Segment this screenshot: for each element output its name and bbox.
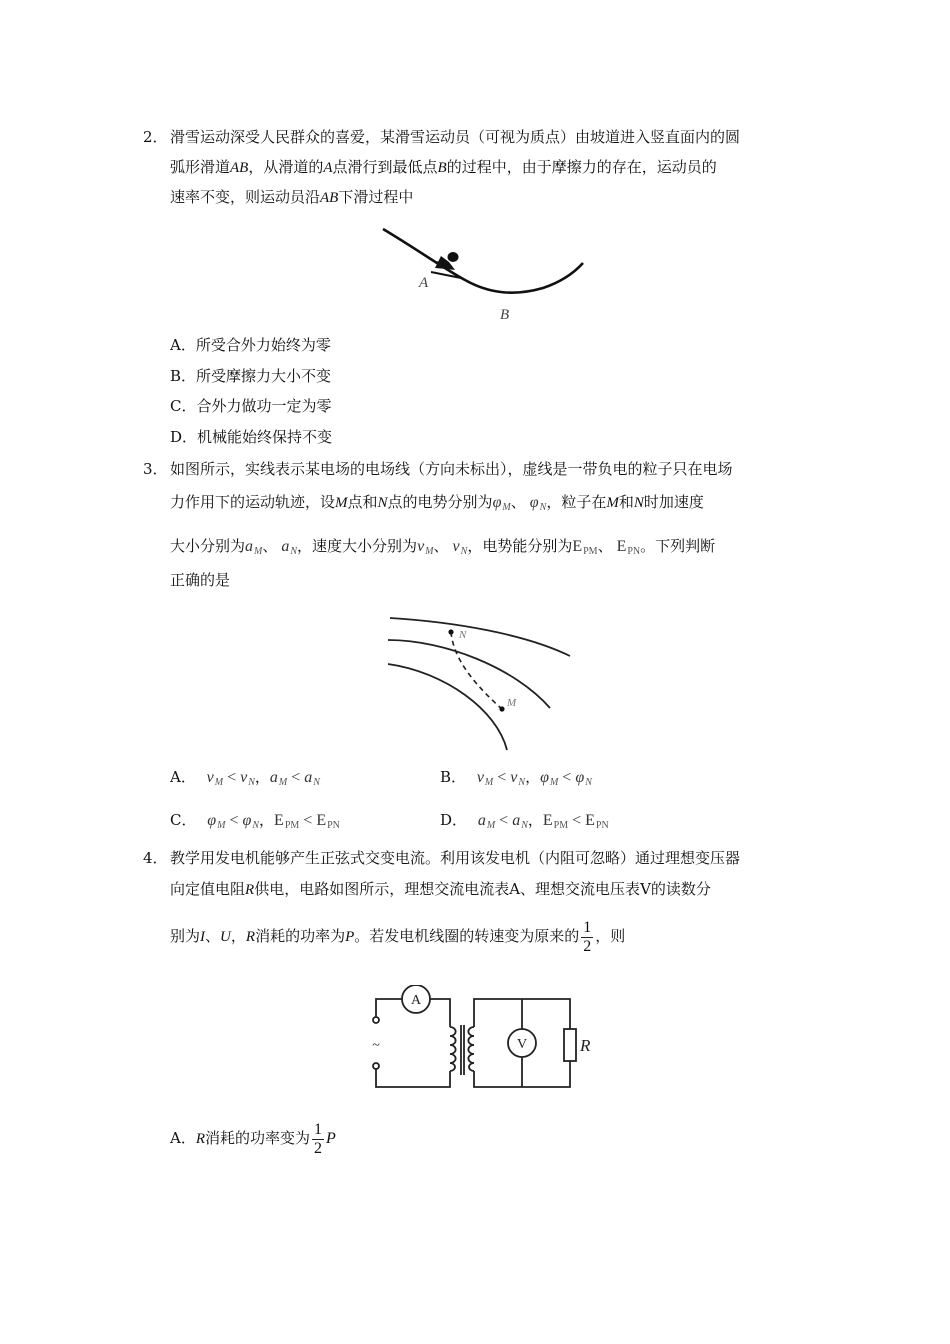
fraction-one-half: $\frac{1}{2}$ bbox=[583, 918, 592, 955]
q4-line2: 向定值电阻R供电，电路如图所示，理想交流电流表A、理想交流电压表V的读数分 bbox=[170, 880, 711, 898]
point-m bbox=[499, 706, 504, 711]
figure-label-a: A bbox=[419, 275, 429, 291]
q4-line3: 别为I、U，R消耗的功率为P。若发电机线圈的转速变为原来的 $\frac{1}{2}$ ，则 bbox=[170, 918, 626, 955]
q2-ski-track-figure bbox=[375, 222, 595, 327]
voltmeter-label: V bbox=[516, 1037, 528, 1052]
q4-option-a[interactable]: A．R消耗的功率变为 $\frac{1}{2}$ P bbox=[170, 1120, 336, 1157]
field-line-3 bbox=[388, 664, 507, 750]
q3-line1: 如图所示，实线表示某电场的电场线（方向未标出），虚线是一带负电的粒子只在电场 bbox=[170, 460, 733, 478]
q3-line2: 力作用下的运动轨迹，设M点和N点的电势分别为$\varphi_M$、 $\varphi_N$，粒子在M和N时加速度 bbox=[170, 493, 704, 513]
q3-number: 3． bbox=[143, 460, 168, 478]
fraction-one-half: $\frac{1}{2}$ bbox=[314, 1120, 323, 1157]
resistor-label: R bbox=[580, 1036, 591, 1055]
q3-option-c[interactable]: C． $\varphi_M < \varphi_N$，EPM < EPN bbox=[170, 811, 340, 831]
primary-wire-top-right bbox=[430, 999, 450, 1027]
terminal-bottom bbox=[373, 1063, 379, 1069]
point-n bbox=[448, 629, 453, 634]
q3-option-b[interactable]: B． $v_M < v_N$，$\varphi_M < \varphi_N$ bbox=[440, 768, 592, 788]
q2-number: 2． bbox=[143, 128, 168, 146]
secondary-coil bbox=[468, 1027, 474, 1071]
ac-source-icon: ~ bbox=[372, 1038, 380, 1053]
field-line-1 bbox=[390, 618, 570, 656]
q4-line1: 教学用发电机能够产生正弦式交变电流。利用该发电机（内阻可忽略）通过理想变压器 bbox=[170, 849, 741, 867]
q2-option-d[interactable]: D．机械能始终保持不变 bbox=[170, 428, 333, 446]
particle-trajectory bbox=[451, 632, 503, 710]
ammeter-label: A bbox=[410, 993, 422, 1008]
q3-line4: 正确的是 bbox=[170, 571, 231, 589]
primary-wire-top-left bbox=[376, 999, 402, 1017]
q4-circuit-figure bbox=[360, 985, 600, 1095]
q3-option-d[interactable]: D． $a_M < a_N$，EPM < EPN bbox=[440, 811, 609, 831]
q2-line2: 弧形滑道AB，从滑道的A点滑行到最低点B的过程中，由于摩擦力的存在，运动员的 bbox=[170, 158, 717, 176]
figure-label-n: N bbox=[459, 629, 467, 641]
q2-option-b[interactable]: B．所受摩擦力大小不变 bbox=[170, 367, 332, 385]
q2-option-a[interactable]: A．所受合外力始终为零 bbox=[170, 336, 331, 354]
ski-track-arc bbox=[383, 229, 583, 293]
q3-field-lines-figure bbox=[385, 608, 580, 753]
primary-wire-bottom bbox=[376, 1069, 450, 1087]
figure-label-m: M bbox=[507, 697, 517, 709]
q3-option-a[interactable]: A． $v_M < v_N$，$a_M < a_N$ bbox=[170, 768, 320, 788]
q2-option-c[interactable]: C．合外力做功一定为零 bbox=[170, 397, 332, 415]
q2-line1: 滑雪运动深受人民群众的喜爱，某滑雪运动员（可视为质点）由坡道进入竖直面内的圆 bbox=[170, 128, 741, 146]
figure-label-b: B bbox=[500, 307, 510, 323]
q3-line3: 大小分别为$a_M$、 $a_N$，速度大小分别为$v_M$、 $v_N$，电势能分别为EPM、 EPN。下列判断 bbox=[170, 537, 716, 557]
primary-coil bbox=[450, 1027, 456, 1071]
q2-line3: 速率不变，则运动员沿AB下滑过程中 bbox=[170, 188, 414, 206]
resistor-icon bbox=[564, 1029, 576, 1061]
q4-number: 4． bbox=[143, 849, 168, 867]
terminal-top bbox=[373, 1017, 379, 1023]
